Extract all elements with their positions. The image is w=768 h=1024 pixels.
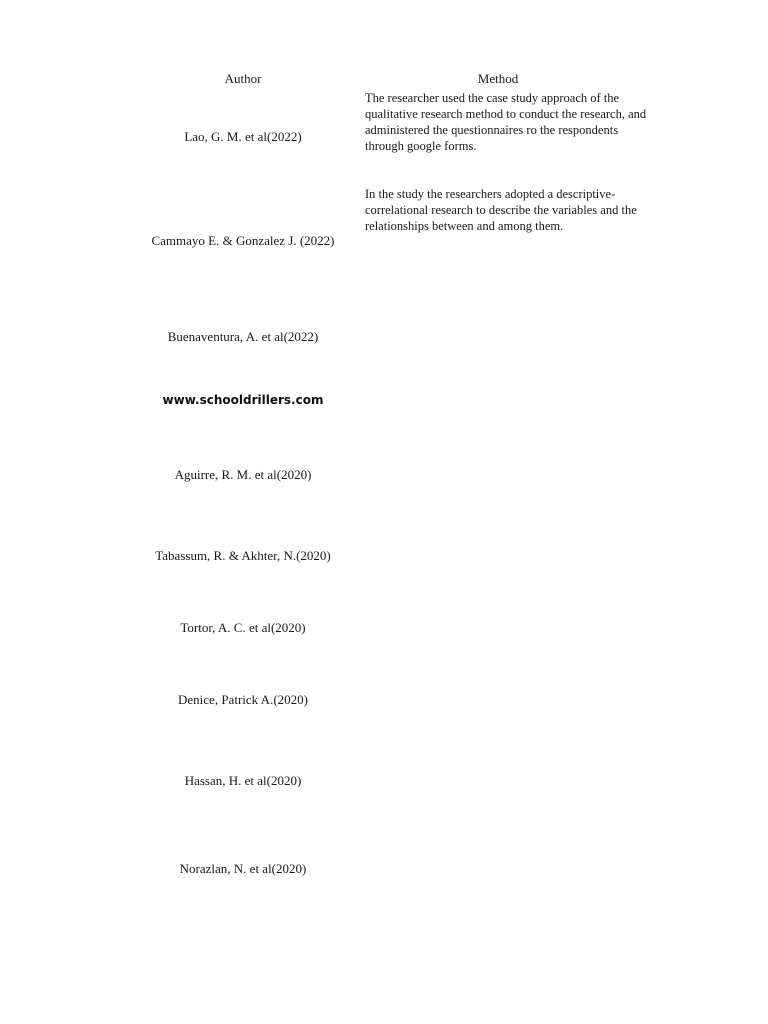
author-cell: Hassan, H. et al(2020)	[184, 773, 302, 788]
author-cell: Denice, Patrick A.(2020)	[178, 692, 308, 707]
author-column-header: Author	[224, 71, 262, 86]
author-cell: Lao, G. M. et al(2022)	[184, 129, 302, 144]
watermark-text: www.schooldrillers.com	[162, 393, 324, 407]
author-cell: Buenaventura, A. et al(2022)	[167, 329, 319, 344]
method-cell: The researcher used the case study approach of the qualitative research method to conduct the research, and administered the questionnaires ro the respondents through google forms.	[365, 91, 647, 153]
author-cell: Tabassum, R. & Akhter, N.(2020)	[155, 548, 331, 563]
author-cell: Cammayo E. & Gonzalez J. (2022)	[151, 233, 335, 248]
author-cell: Aguirre, R. M. et al(2020)	[174, 467, 312, 482]
author-cell: Norazlan, N. et al(2020)	[179, 861, 307, 876]
author-cell: Tortor, A. C. et al(2020)	[180, 620, 306, 635]
method-column-header: Method	[477, 71, 519, 86]
method-cell: In the study the researchers adopted a descriptive-correlational research to describe the variables and the relationships between and among them.	[365, 187, 637, 233]
